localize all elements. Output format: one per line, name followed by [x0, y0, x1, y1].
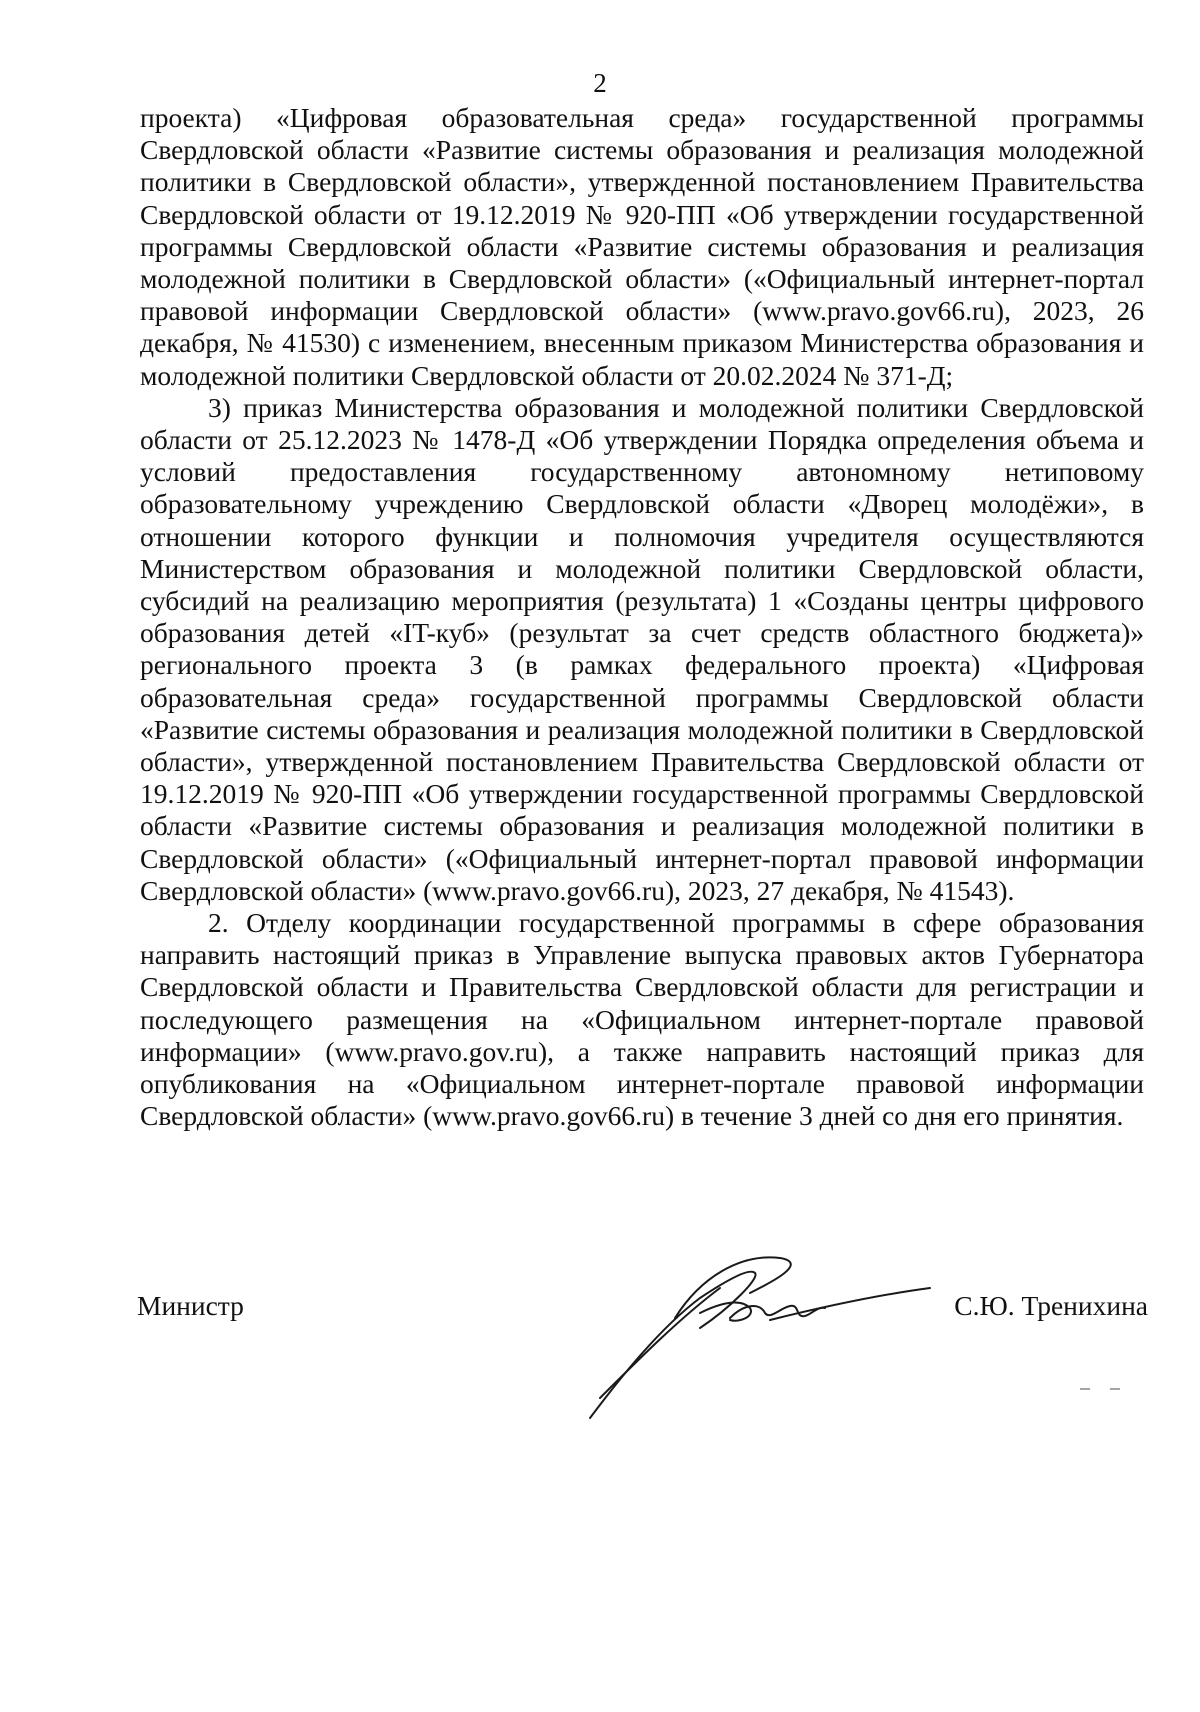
- document-body: [140, 102, 1144, 1133]
- scan-artifact: [1080, 1388, 1128, 1390]
- page-number: 2: [593, 68, 607, 98]
- paragraph-continuation: проекта) «Цифровая образовательная среда» государственной программы Свердловской области «Развитие системы образования и реализация молодежной политики в Свердловской области», утвержденной постановлением Правительства Свердловской области от 19.12.2019 № 920-ПП «Об утверждении государственной программы Свердловской области «Развитие системы образования и реализация молодежной политики в Свердловской области» («Официальный интернет-портал правовой информации Свердловской области» (www.pravo.gov66.ru), 2023, 26 декабря, № 41530) с изменением, внесенным приказом Министерства образования и молодежной политики Свердловской области от 20.02.2024 № 371-Д;: [140, 102, 1144, 391]
- paragraph-item-3: 3) приказ Министерства образования и молодежной политики Свердловской области от 25.12.2023 № 1478-Д «Об утверждении Порядка определения объема и условий предоставления государственному автономному нетиповому образовательному учреждению Свердловской области «Дворец молодёжи», в отношении которого функции и полномочия учредителя осуществляются Министерством образования и молодежной политики Свердловской области, субсидий на реализацию мероприятия (результата) 1 «Созданы центры цифрового образования детей «IT-куб» (результат за счет средств областного бюджета)» регионального проекта 3 (в рамках федерального проекта) «Цифровая образовательная среда» государственной программы Свердловской области «Развитие системы образования и реализация молодежной политики в Свердловской области», утвержденной постановлением Правительства Свердловской области от 19.12.2019 № 920-ПП «Об утверждении государственной программы Свердловской области «Развитие системы образования и реализация молодежной политики в Свердловской области» («Официальный интернет-портал правовой информации Свердловской области» (www.pravo.gov66.ru), 2023, 27 декабря, № 41543).: [140, 391, 1144, 906]
- signer-name: С.Ю. Тренихина: [954, 1290, 1148, 1321]
- signer-position: Министр: [137, 1290, 244, 1321]
- paragraph-point-2: 2. Отделу координации государственной программы в сфере образования направить настоящий приказ в Управление выпуска правовых актов Губернатора Свердловской области и Правительства Свердловской области для регистрации и последующего размещения на «Официальном интернет-портале правовой информации» (www.pravo.gov.ru), а также направить настоящий приказ для опубликования на «Официальном интернет-портале правовой информации Свердловской области» (www.pravo.gov66.ru) в течение 3 дней со дня его принятия.: [140, 907, 1144, 1132]
- handwritten-signature: [580, 1248, 940, 1428]
